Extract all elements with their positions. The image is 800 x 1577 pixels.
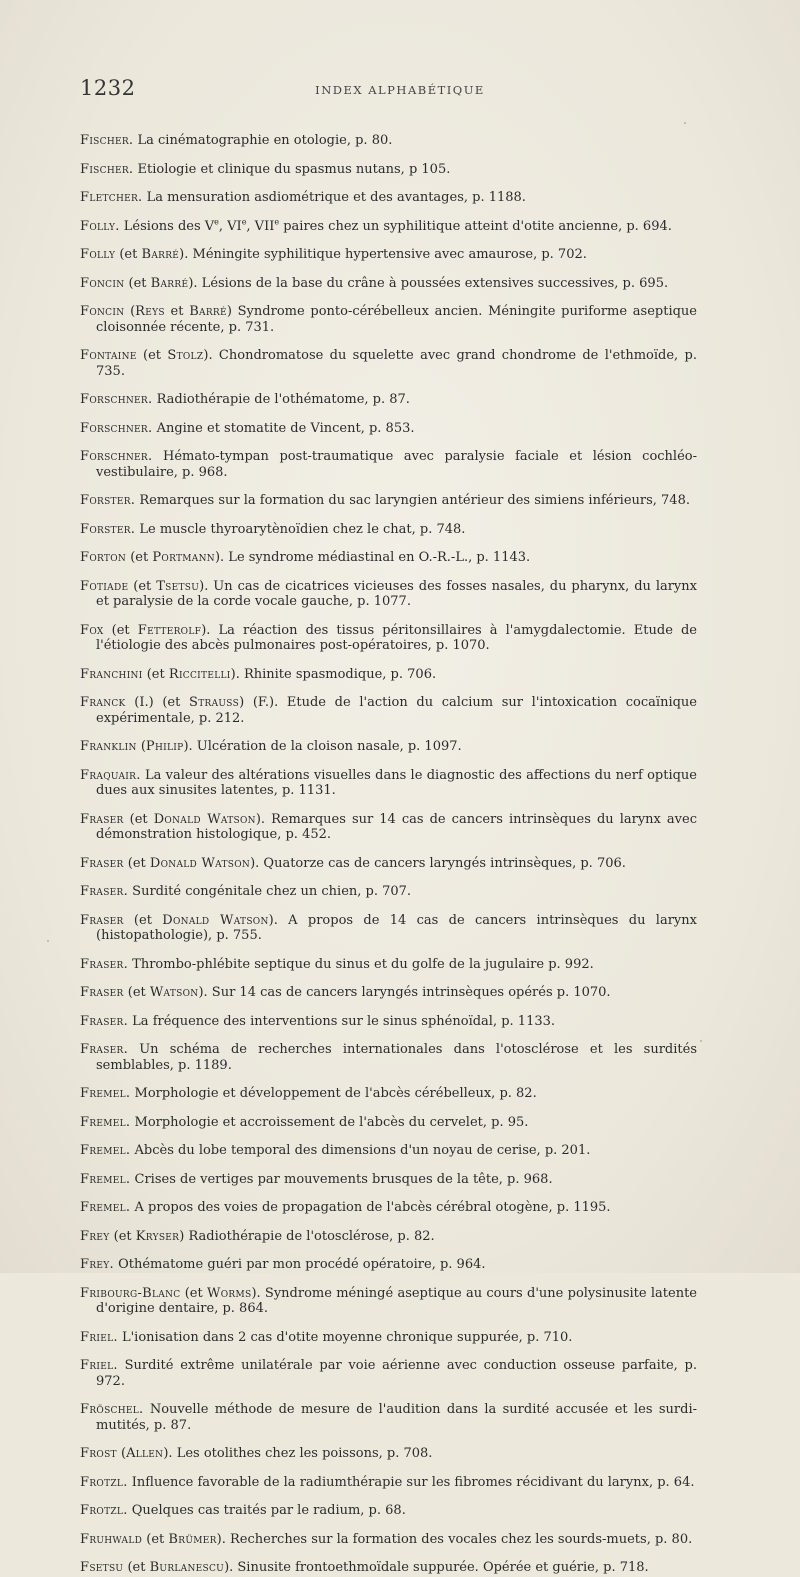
entry-coauthor: Watson [149, 985, 199, 1000]
index-entry [80, 1475, 697, 1491]
page-number: 1232 [80, 76, 136, 100]
entry-author: Fribourg-Blanc [80, 1285, 181, 1301]
entry-text: Surdité congénitale chez un chien, p. 707. [128, 884, 412, 899]
entry-text: ) (F.). Etude de l'action du calcium sur l'intoxication cocaïnique expérimentale, p. 212. [96, 695, 697, 726]
index-entry [80, 768, 697, 799]
entry-author: Frotzl. [80, 1474, 128, 1490]
entry-author: Fröschel. [80, 1402, 144, 1417]
index-entry [80, 1446, 697, 1462]
entry-text: Un schéma de recherches internationales dans l'otosclérose et les surdités semblables, p. 1189. [96, 1042, 697, 1073]
entry-text: ( [136, 739, 146, 754]
entry-text: Othématome guéri par mon procédé opératoire, p. 964. [113, 1257, 486, 1272]
index-entry [80, 913, 697, 944]
index-entry [80, 1115, 697, 1131]
index-entry [80, 695, 697, 726]
entry-author: Folly [80, 247, 116, 262]
index-entry [80, 219, 697, 235]
entry-author: Fraser [80, 912, 124, 928]
entry-author: Forster. [80, 493, 136, 508]
index-entry [80, 957, 697, 973]
entry-text: Abcès du lobe temporal des dimensions d'un noyau de cerise, p. 201. [130, 1143, 591, 1158]
entry-text: (et [123, 912, 163, 928]
entry-author: Franck [80, 695, 126, 710]
running-head: INDEX ALPHABÉTIQUE [315, 83, 485, 97]
entry-text: Hémato-tympan post-traumatique avec paralysie faciale et lésion cochléo-vestibulaire, p. 968. [96, 449, 697, 480]
index-entry [80, 1042, 697, 1073]
entry-text: A propos des voies de propagation de l'abcès cérébral otogène, p. 1195. [130, 1200, 611, 1215]
entry-coauthor: Kryser [135, 1228, 180, 1244]
index-entry [80, 1014, 697, 1030]
entry-text: ). Les otolithes chez les poissons, p. 708. [163, 1446, 433, 1461]
entry-text: Lésions des V [119, 218, 215, 234]
index-entry [80, 276, 697, 292]
index-entry [80, 623, 697, 654]
entry-text: Le muscle thyroarytènoïdien chez le chat, p. 748. [135, 521, 466, 537]
index-entry [80, 667, 697, 683]
entry-text: (et [123, 985, 150, 1000]
entry-text: La mensuration asdiométrique et des avantages, p. 1188. [142, 190, 526, 205]
entry-text: ) Syndrome ponto-cérébelleux ancien. Méningite puriforme aseptique cloisonnée récente, p. 731. [96, 304, 697, 335]
entry-coauthor: Reys [135, 304, 165, 319]
entry-text: (et [128, 578, 157, 594]
index-entry [80, 856, 697, 872]
entry-author: Forschner. [80, 392, 153, 407]
entry-author: Fraser. [80, 1013, 129, 1029]
entry-text: Thrombo-phlébite septique du sinus et du golfe de la jugulaire p. 992. [128, 956, 594, 972]
entry-coauthor: Brümer [168, 1531, 217, 1547]
entry-coauthor: Strauss [189, 695, 240, 710]
index-entry [80, 162, 697, 178]
entry-author: Fruhwald [80, 1531, 143, 1547]
entry-text: , VII [246, 218, 275, 234]
entry-author: Fremel. [80, 1200, 131, 1215]
entry-author: Frost [80, 1446, 117, 1461]
index-entry [80, 1358, 697, 1389]
superscript: e [274, 217, 280, 227]
entry-text: ). Sur 14 cas de cancers laryngés intrinsèques opérés p. 1070. [198, 985, 611, 1000]
entry-author: Fraser. [80, 1042, 129, 1057]
entry-author: Fraser [80, 985, 124, 1000]
index-entry [80, 392, 697, 408]
entry-text: Surdité extrême unilatérale par voie aérienne avec conduction osseuse parfaite, p. 972. [96, 1358, 697, 1389]
index-entry [80, 579, 697, 610]
entry-author: Fremel. [80, 1143, 131, 1158]
entry-author: Fremel. [80, 1086, 131, 1101]
index-entry [80, 1532, 697, 1548]
entry-text: ). Le syndrome médiastinal en O.-R.-L., p. 1143. [214, 550, 531, 565]
paper-speck [47, 940, 49, 942]
entry-author: Fraser. [80, 884, 129, 899]
entry-author: Fontaine [80, 348, 137, 363]
entry-author: Fraquair. [80, 767, 141, 783]
entry-text: La valeur des altérations visuelles dans le diagnostic des affections du nerf optique dues aux sinusites latentes, p. 1131. [96, 767, 697, 798]
index-entry [80, 739, 697, 755]
index-entry [80, 1229, 697, 1245]
entry-text: (et [103, 622, 138, 638]
index-entry [80, 1402, 697, 1433]
entry-coauthor: Tsetsu [156, 578, 200, 594]
index-entry [80, 348, 697, 379]
index-entry [80, 1257, 697, 1273]
entry-text: Etiologie et clinique du spasmus nutans, p 105. [133, 161, 451, 177]
entry-text: (et [109, 1228, 136, 1244]
entry-text: ). Méningite syphilitique hypertensive avec amaurose, p. 702. [179, 247, 587, 262]
entry-text: L'ionisation dans 2 cas d'otite moyenne chronique suppurée, p. 710. [117, 1329, 573, 1345]
index-entry [80, 133, 697, 149]
entry-text: ). Ulcération de la cloison nasale, p. 1097. [183, 739, 462, 754]
entry-text: ). Rhinite spasmodique, p. 706. [230, 666, 437, 682]
entry-coauthor: Donald Watson [149, 855, 251, 871]
entry-text: paires chez un syphilitique atteint d'otite ancienne, p. 694. [279, 218, 672, 234]
entry-text: ). Un cas de cicatrices vicieuses des fosses nasales, du pharynx, du larynx et paralysie de la corde vocale gauche, p. 1077. [96, 578, 697, 609]
entry-author: Fletcher. [80, 190, 143, 205]
entry-coauthor: Allen [126, 1446, 164, 1461]
entry-text: Nouvelle méthode de mesure de l'audition dans la surdité accusée et les surdi-mutités, p. 87. [96, 1402, 697, 1433]
entry-coauthor: Philip [145, 739, 184, 754]
entry-author: Forschner. [80, 449, 153, 464]
index-entry [80, 1200, 697, 1216]
entry-author: Forster. [80, 521, 136, 537]
index-entry [80, 449, 697, 480]
entry-text: Morphologie et accroissement de l'abcès du cervelet, p. 95. [130, 1114, 529, 1130]
entry-text: (et [180, 1285, 208, 1301]
index-entry [80, 304, 697, 335]
entry-text: La fréquence des interventions sur le sinus sphénoïdal, p. 1133. [128, 1013, 556, 1029]
entry-text: (I.) (et [125, 695, 190, 710]
entry-text: ). Remarques sur 14 cas de cancers intrinsèques du larynx avec démonstration histologique, p. 452. [96, 811, 697, 842]
entry-author: Forschner. [80, 420, 153, 436]
entry-author: Fraser [80, 855, 124, 871]
entry-text: Quelques cas traités par le radium, p. 68. [127, 1503, 406, 1518]
entry-text: ( [116, 1446, 127, 1461]
entry-text: ). Chondromatose du squelette avec grand chondrome de l'ethmoïde, p. 735. [96, 348, 697, 379]
entry-text: ). Sinusite frontoethmoïdale suppurée. Opérée et guérie, p. 718. [224, 1560, 649, 1575]
entry-text: , VI [218, 218, 242, 234]
index-entry [80, 1172, 697, 1188]
entry-text: (et [126, 550, 153, 565]
index-entry [80, 247, 697, 263]
entry-coauthor: Portmann [152, 550, 215, 565]
entry-author: Fremel. [80, 1114, 131, 1130]
entry-author: Folly. [80, 218, 120, 234]
index-entry [80, 1143, 697, 1159]
entry-text: ). A propos de 14 cas de cancers intrinsèques du larynx (histopathologie), p. 755. [96, 912, 697, 943]
index-entry [80, 1560, 697, 1576]
entry-coauthor: Barré [141, 247, 180, 262]
page-header [80, 76, 720, 102]
entry-coauthor: Fetterolf [137, 622, 202, 638]
entry-author: Foncin [80, 304, 125, 319]
entry-author: Friel. [80, 1358, 118, 1373]
entry-author: Fox [80, 622, 104, 638]
entry-text: Radiothérapie de l'othématome, p. 87. [152, 392, 410, 407]
entry-author: Franklin [80, 739, 137, 754]
entry-text: Remarques sur la formation du sac laryngien antérieur des simiens inférieurs, 748. [135, 493, 690, 508]
entry-author: Frotzl. [80, 1503, 128, 1518]
entry-text: (et [142, 1531, 169, 1547]
index-entry [80, 1330, 697, 1346]
entry-text: Morphologie et développement de l'abcès cérébelleux, p. 82. [130, 1086, 537, 1101]
index-entry [80, 985, 697, 1001]
entry-coauthor: Riccitelli [168, 666, 231, 682]
entry-text: ). Syndrome méningé aseptique au cours d'une polysinusite latente d'origine dentaire, p. 864. [96, 1285, 697, 1316]
index-entry [80, 550, 697, 566]
index-entry [80, 522, 697, 538]
superscript: e [241, 217, 247, 227]
index-entry [80, 1286, 697, 1317]
entry-text: (et [124, 275, 151, 291]
entry-text: ). Lésions de la base du crâne à poussées extensives successives, p. 695. [188, 275, 669, 291]
entry-text: Angine et stomatite de Vincent, p. 853. [152, 420, 415, 436]
entry-coauthor: Barré [150, 275, 189, 291]
entry-text: ( [124, 304, 136, 319]
superscript: e [214, 217, 219, 227]
entry-author: Fotiade [80, 578, 129, 594]
index-entry [80, 884, 697, 900]
paper-speck [684, 122, 686, 124]
entry-author: Fraser [80, 811, 124, 827]
entry-text: ) Radiothérapie de l'otosclérose, p. 82. [179, 1228, 435, 1244]
index-entry [80, 493, 697, 509]
entry-coauthor: Donald Watson [162, 912, 269, 928]
entry-coauthor: Donald Watson [153, 811, 256, 827]
entry-author: Frey. [80, 1257, 114, 1272]
entry-author: Forton [80, 550, 127, 565]
entry-text: (et [136, 348, 168, 363]
entry-text: (et [115, 247, 142, 262]
index-entries [80, 120, 697, 1577]
entry-author: Frey [80, 1228, 110, 1244]
entry-text: (et [123, 855, 150, 871]
entry-author: Fsetsu [80, 1560, 124, 1575]
entry-text: Influence favorable de la radiumthérapie sur les fibromes récidivant du larynx, p. 64. [127, 1474, 695, 1490]
entry-author: Fraser. [80, 956, 129, 972]
entry-coauthor: Barré [189, 304, 227, 319]
entry-author: Fremel. [80, 1171, 131, 1187]
entry-text: ). Quatorze cas de cancers laryngés intrinsèques, p. 706. [250, 855, 626, 871]
entry-coauthor: Stolz [167, 348, 204, 363]
entry-author: Fischer. [80, 161, 134, 177]
entry-text: ). Recherches sur la formation des vocales chez les sourds-muets, p. 80. [216, 1531, 693, 1547]
entry-text: et [164, 304, 190, 319]
entry-author: Fischer. [80, 133, 134, 148]
index-entry [80, 1086, 697, 1102]
entry-text: La cinématographie en otologie, p. 80. [133, 133, 393, 148]
entry-text: (et [142, 666, 169, 682]
index-entry [80, 190, 697, 206]
entry-coauthor: Worms [207, 1285, 252, 1301]
entry-text: ). La réaction des tissus péritonsillaires à l'amygdalectomie. Etude de l'étiologie des abcès pulmonaires post-opératoires, p. 1070. [96, 622, 697, 653]
entry-text: (et [123, 1560, 150, 1575]
entry-text: (et [123, 811, 154, 827]
index-entry [80, 812, 697, 843]
entry-author: Friel. [80, 1329, 118, 1345]
index-entry [80, 421, 697, 437]
entry-author: Franchini [80, 666, 143, 682]
index-entry [80, 1503, 697, 1519]
entry-author: Foncin [80, 275, 125, 291]
entry-text: Crises de vertiges par mouvements brusques de la tête, p. 968. [130, 1171, 553, 1187]
paper-speck [700, 1040, 702, 1042]
entry-coauthor: Burlanescu [149, 1560, 225, 1575]
